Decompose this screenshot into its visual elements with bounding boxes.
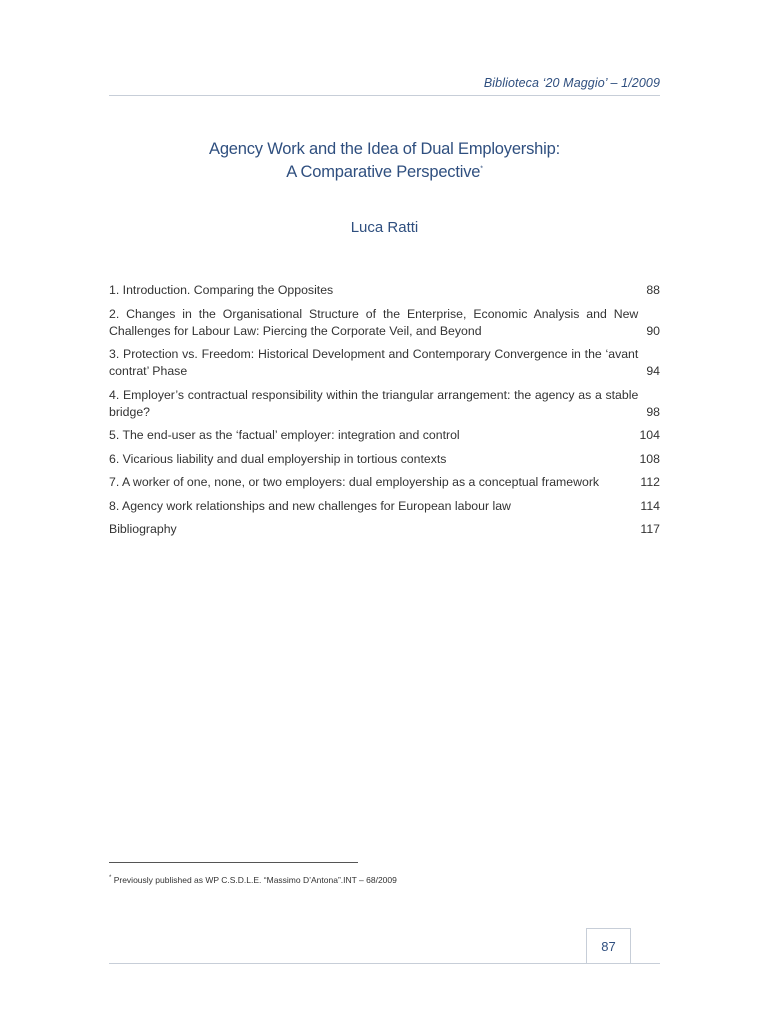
toc-entry-title: 3. Protection vs. Freedom: Historical Development and Contemporary Convergence in the ‘avant contrat’ Phase bbox=[109, 347, 639, 378]
footnote-text: Previously published as WP C.S.D.L.E. “Massimo D’Antona”.INT – 68/2009 bbox=[111, 875, 397, 885]
toc-entry-title: 6. Vicarious liability and dual employership in tortious contexts bbox=[109, 451, 447, 466]
toc-entry-title: Bibliography bbox=[109, 522, 177, 536]
toc-entry-title: 5. The end-user as the ‘factual’ employer: integration and control bbox=[109, 428, 460, 442]
toc-entry-title: 4. Employer’s contractual responsibility within the triangular arrangement: the agency as a stable bridge? bbox=[109, 387, 639, 419]
toc-entry-page: 117 bbox=[640, 522, 660, 536]
toc-entry bbox=[109, 387, 660, 421]
footnote-marker: * bbox=[109, 875, 112, 882]
table-of-contents bbox=[109, 282, 660, 545]
footnote-separator bbox=[109, 862, 358, 863]
toc-entry-title: 1. Introduction. Comparing the Opposites bbox=[109, 283, 334, 297]
toc-entry-page: 112 bbox=[640, 475, 660, 489]
toc-entry-page: 108 bbox=[639, 451, 660, 466]
toc-entry bbox=[109, 306, 660, 340]
toc-entry-page: 98 bbox=[646, 404, 660, 419]
toc-entry-page: 104 bbox=[639, 428, 660, 442]
toc-entry-page: 90 bbox=[646, 323, 660, 338]
toc-entry-page: 94 bbox=[646, 364, 660, 378]
toc-entry-page: 114 bbox=[640, 498, 660, 513]
toc-entry bbox=[109, 346, 660, 380]
running-header: Biblioteca ‘20 Maggio’ – 1/2009 bbox=[483, 76, 660, 90]
toc-entry-title: 7. A worker of one, none, or two employers: dual employership as a conceptual framework bbox=[109, 475, 600, 489]
footnote bbox=[109, 875, 397, 885]
toc-entry-title: 8. Agency work relationships and new challenges for European labour law bbox=[109, 498, 511, 513]
page-number-box bbox=[586, 928, 631, 964]
title-line-2 bbox=[109, 161, 660, 184]
toc-entry bbox=[109, 521, 660, 538]
toc-entry bbox=[109, 427, 660, 444]
toc-entry bbox=[109, 474, 660, 491]
title-footnote-marker: * bbox=[480, 165, 483, 173]
page-number: 87 bbox=[601, 939, 616, 954]
title-line-2-text: A Comparative Perspective bbox=[286, 163, 481, 181]
title-line-1: Agency Work and the Idea of Dual Employership: bbox=[209, 140, 560, 158]
toc-entry bbox=[109, 451, 660, 468]
toc-entry-title: 2. Changes in the Organisational Structure of the Enterprise, Economic Analysis and New Challenges for Labour Law: Piercing the Corporate Veil, and Beyond bbox=[109, 306, 639, 338]
footer-rule bbox=[109, 963, 660, 964]
toc-entry bbox=[109, 498, 660, 515]
paper-title bbox=[109, 138, 660, 184]
toc-entry bbox=[109, 282, 660, 299]
header-rule bbox=[109, 95, 660, 96]
author-name: Luca Ratti bbox=[350, 219, 419, 236]
toc-entry-page: 88 bbox=[646, 283, 660, 297]
